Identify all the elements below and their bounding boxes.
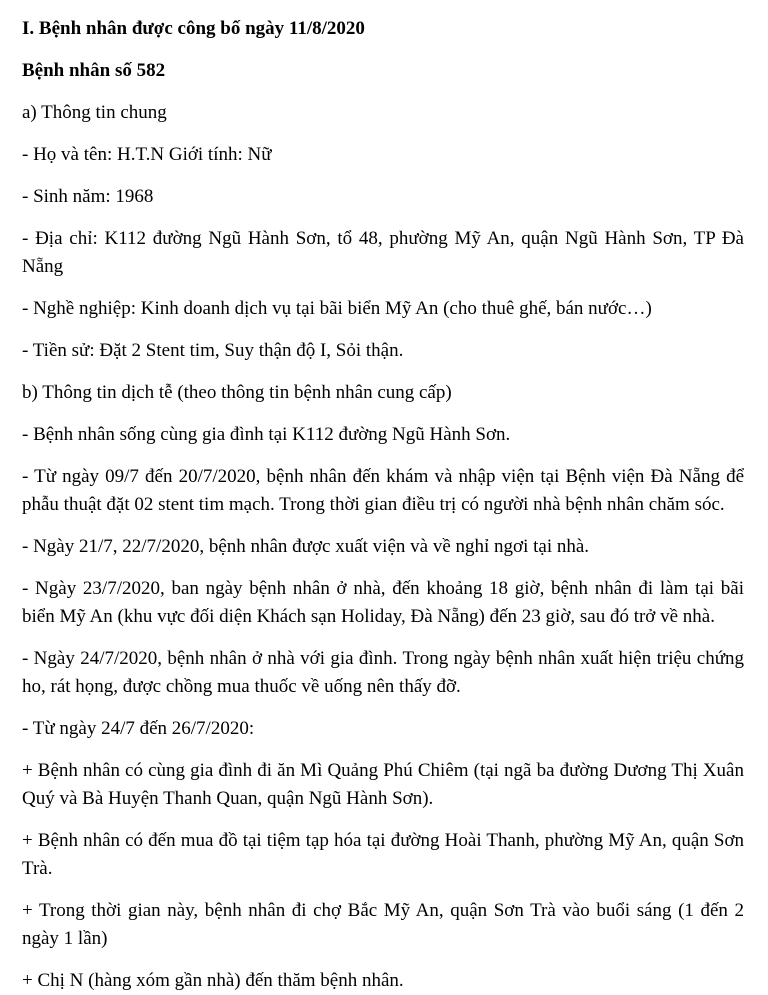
epi-item: - Ngày 21/7, 22/7/2020, bệnh nhân được xuất viện và về nghỉ ngơi tại nhà. — [22, 536, 590, 557]
birth-year-line: - Sinh năm: 1968 — [22, 186, 154, 207]
address-line: - Địa chỉ: K112 đường Ngũ Hành Sơn, tổ 48, phường Mỹ An, quận Ngũ Hành Sơn, TP Đà Nẵng — [22, 228, 744, 277]
epidemiology-heading: b) Thông tin dịch tễ (theo thông tin bệnh nhân cung cấp) — [22, 382, 452, 403]
epi-item: + Trong thời gian này, bệnh nhân đi chợ Bắc Mỹ An, quận Sơn Trà vào buổi sáng (1 đến 2 ngày 1 lần) — [22, 900, 744, 949]
patient-title: Bệnh nhân số 582 — [22, 60, 166, 81]
name-gender-line: - Họ và tên: H.T.N Giới tính: Nữ — [22, 144, 272, 165]
epi-item: - Bệnh nhân sống cùng gia đình tại K112 đường Ngũ Hành Sơn. — [22, 424, 511, 445]
occupation-line: - Nghề nghiệp: Kinh doanh dịch vụ tại bãi biển Mỹ An (cho thuê ghế, bán nước…) — [22, 298, 652, 319]
epi-item: - Từ ngày 24/7 đến 26/7/2020: — [22, 718, 255, 739]
history-line: - Tiền sử: Đặt 2 Stent tim, Suy thận độ I, Sỏi thận. — [22, 340, 404, 361]
epi-item: - Ngày 24/7/2020, bệnh nhân ở nhà với gia đình. Trong ngày bệnh nhân xuất hiện triệu chứng ho, rát họng, được chồng mua thuốc về uống nên thấy đỡ. — [22, 648, 744, 697]
epi-item: + Chị N (hàng xóm gần nhà) đến thăm bệnh nhân. — [22, 970, 404, 991]
epi-item: + Bệnh nhân có cùng gia đình đi ăn Mì Quảng Phú Chiêm (tại ngã ba đường Dương Thị Xuân Quý và Bà Huyện Thanh Quan, quận Ngũ Hành Sơn). — [22, 760, 744, 809]
epi-item: - Từ ngày 09/7 đến 20/7/2020, bệnh nhân đến khám và nhập viện tại Bệnh viện Đà Nẵng để phẫu thuật đặt 02 stent tim mạch. Trong thời gian điều trị có người nhà bệnh nhân chăm sóc. — [22, 466, 744, 515]
epi-item: + Bệnh nhân có đến mua đồ tại tiệm tạp hóa tại đường Hoài Thanh, phường Mỹ An, quận Sơn Trà. — [22, 830, 744, 879]
general-info-heading: a) Thông tin chung — [22, 102, 167, 123]
epi-item: - Ngày 23/7/2020, ban ngày bệnh nhân ở nhà, đến khoảng 18 giờ, bệnh nhân đi làm tại bãi biển Mỹ An (khu vực đối diện Khách sạn Holiday, Đà Nẵng) đến 23 giờ, sau đó trở về nhà. — [22, 578, 744, 627]
section-title: I. Bệnh nhân được công bố ngày 11/8/2020 — [22, 18, 365, 39]
